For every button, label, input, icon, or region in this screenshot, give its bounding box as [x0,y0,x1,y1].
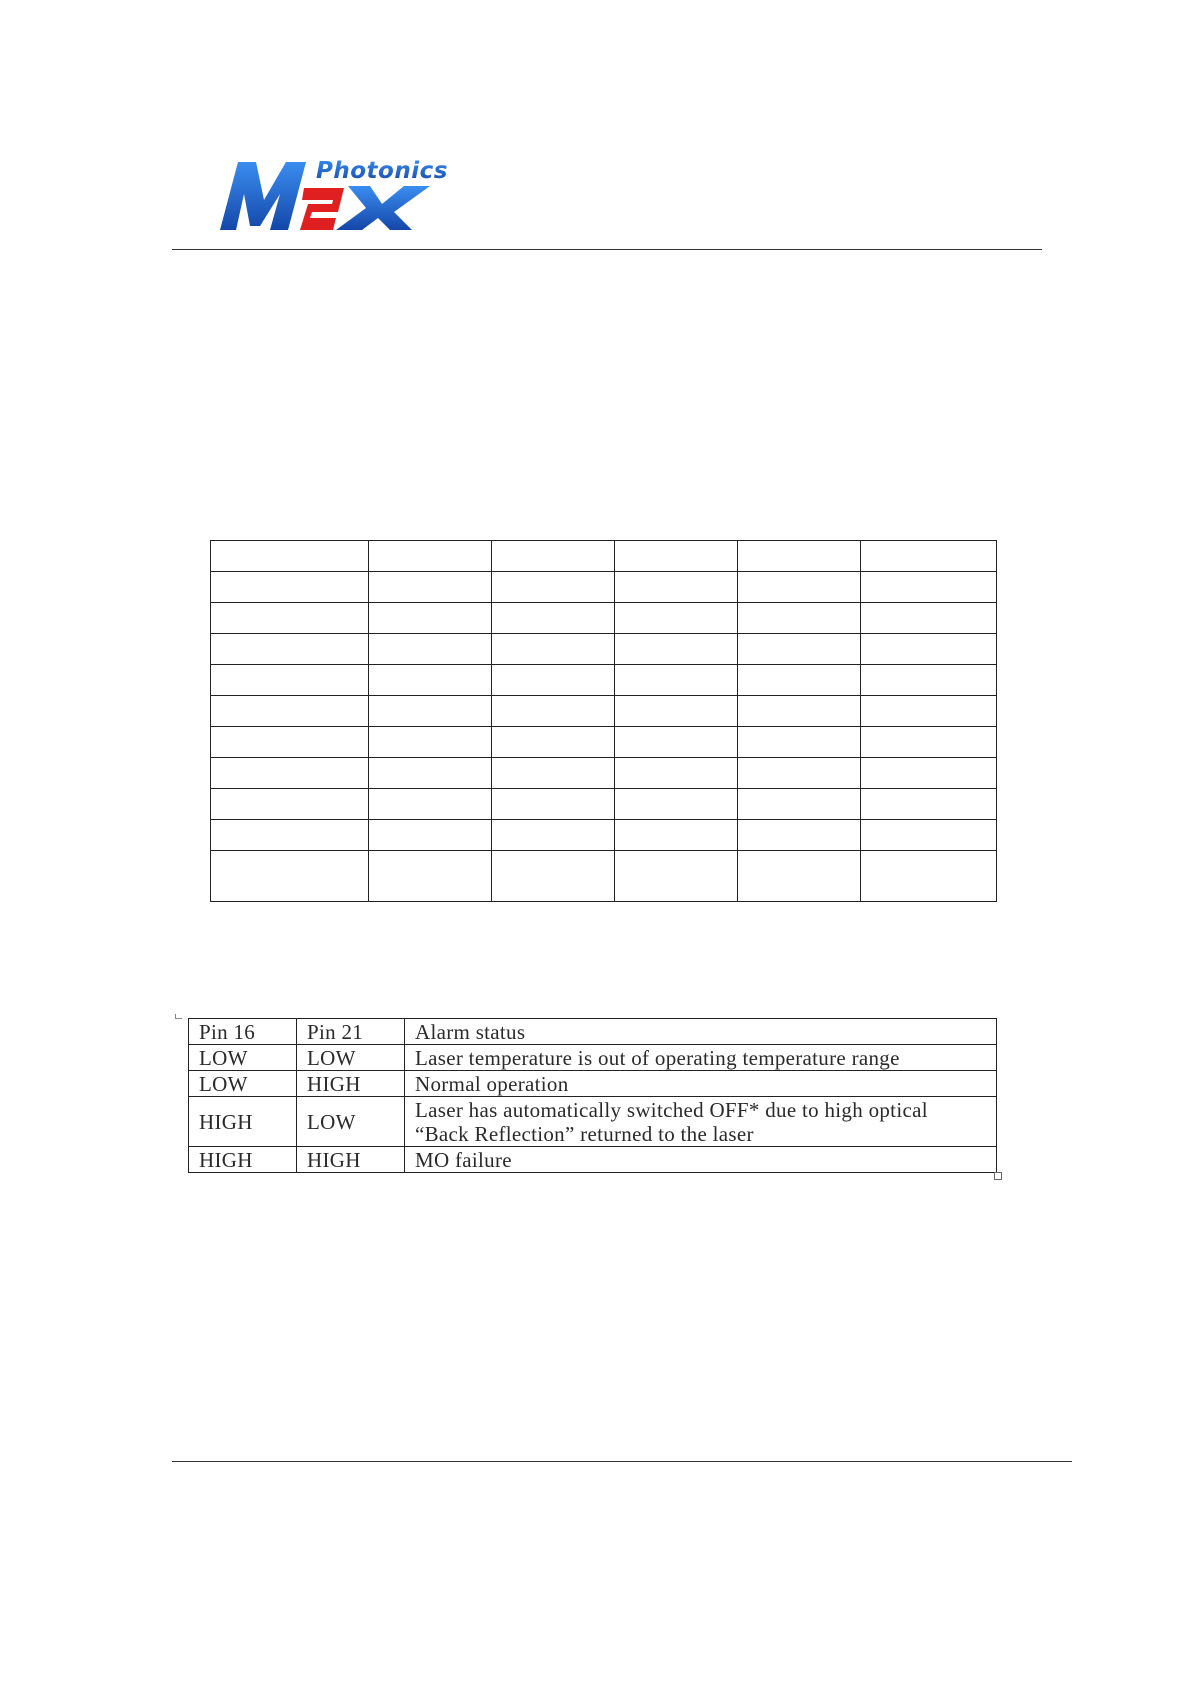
cell-status-line-1: Laser has automatically switched OFF* due to high optical [415,1097,928,1122]
table-header-row [189,1019,997,1045]
table-row [211,758,997,789]
header-pin16: Pin 16 [189,1019,297,1045]
empty-grid-table [210,540,997,902]
table-row [211,634,997,665]
cell-status: Laser temperature is out of operating temperature range [405,1045,997,1071]
cell-status: MO failure [405,1147,997,1173]
logo-letter-m [220,162,306,230]
table-row [211,789,997,820]
cell-pin16: LOW [189,1045,297,1071]
table-row [211,572,997,603]
table-row [211,851,997,902]
logo-photonics-text: Photonics [316,158,448,184]
table-row [211,541,997,572]
logo-letter-a [300,188,344,230]
table-row [189,1071,997,1097]
cell-status [405,1097,997,1147]
max-photonics-logo [208,156,448,234]
table-row [189,1097,997,1147]
header-alarm-status: Alarm status [405,1019,997,1045]
header-divider [172,249,1042,250]
table-row [211,727,997,758]
table-resize-handle[interactable] [994,1172,1002,1180]
header-pin21: Pin 21 [297,1019,405,1045]
logo-letter-x [336,186,430,230]
table-move-anchor[interactable] [175,1014,182,1019]
table-row [189,1045,997,1071]
cell-pin16: HIGH [189,1147,297,1173]
cell-pin21: LOW [297,1097,405,1147]
table-row [189,1147,997,1173]
cell-pin21: LOW [297,1045,405,1071]
table-row [211,603,997,634]
cell-pin21: HIGH [297,1071,405,1097]
table-row [211,820,997,851]
cell-pin16: HIGH [189,1097,297,1147]
cell-pin16: LOW [189,1071,297,1097]
table-row [211,696,997,727]
table-row [211,665,997,696]
cell-status: Normal operation [405,1071,997,1097]
cell-pin21: HIGH [297,1147,405,1173]
footer-divider [172,1461,1072,1462]
cell-status-line-2: “Back Reflection” returned to the laser [415,1121,754,1146]
alarm-status-table [188,1018,997,1173]
